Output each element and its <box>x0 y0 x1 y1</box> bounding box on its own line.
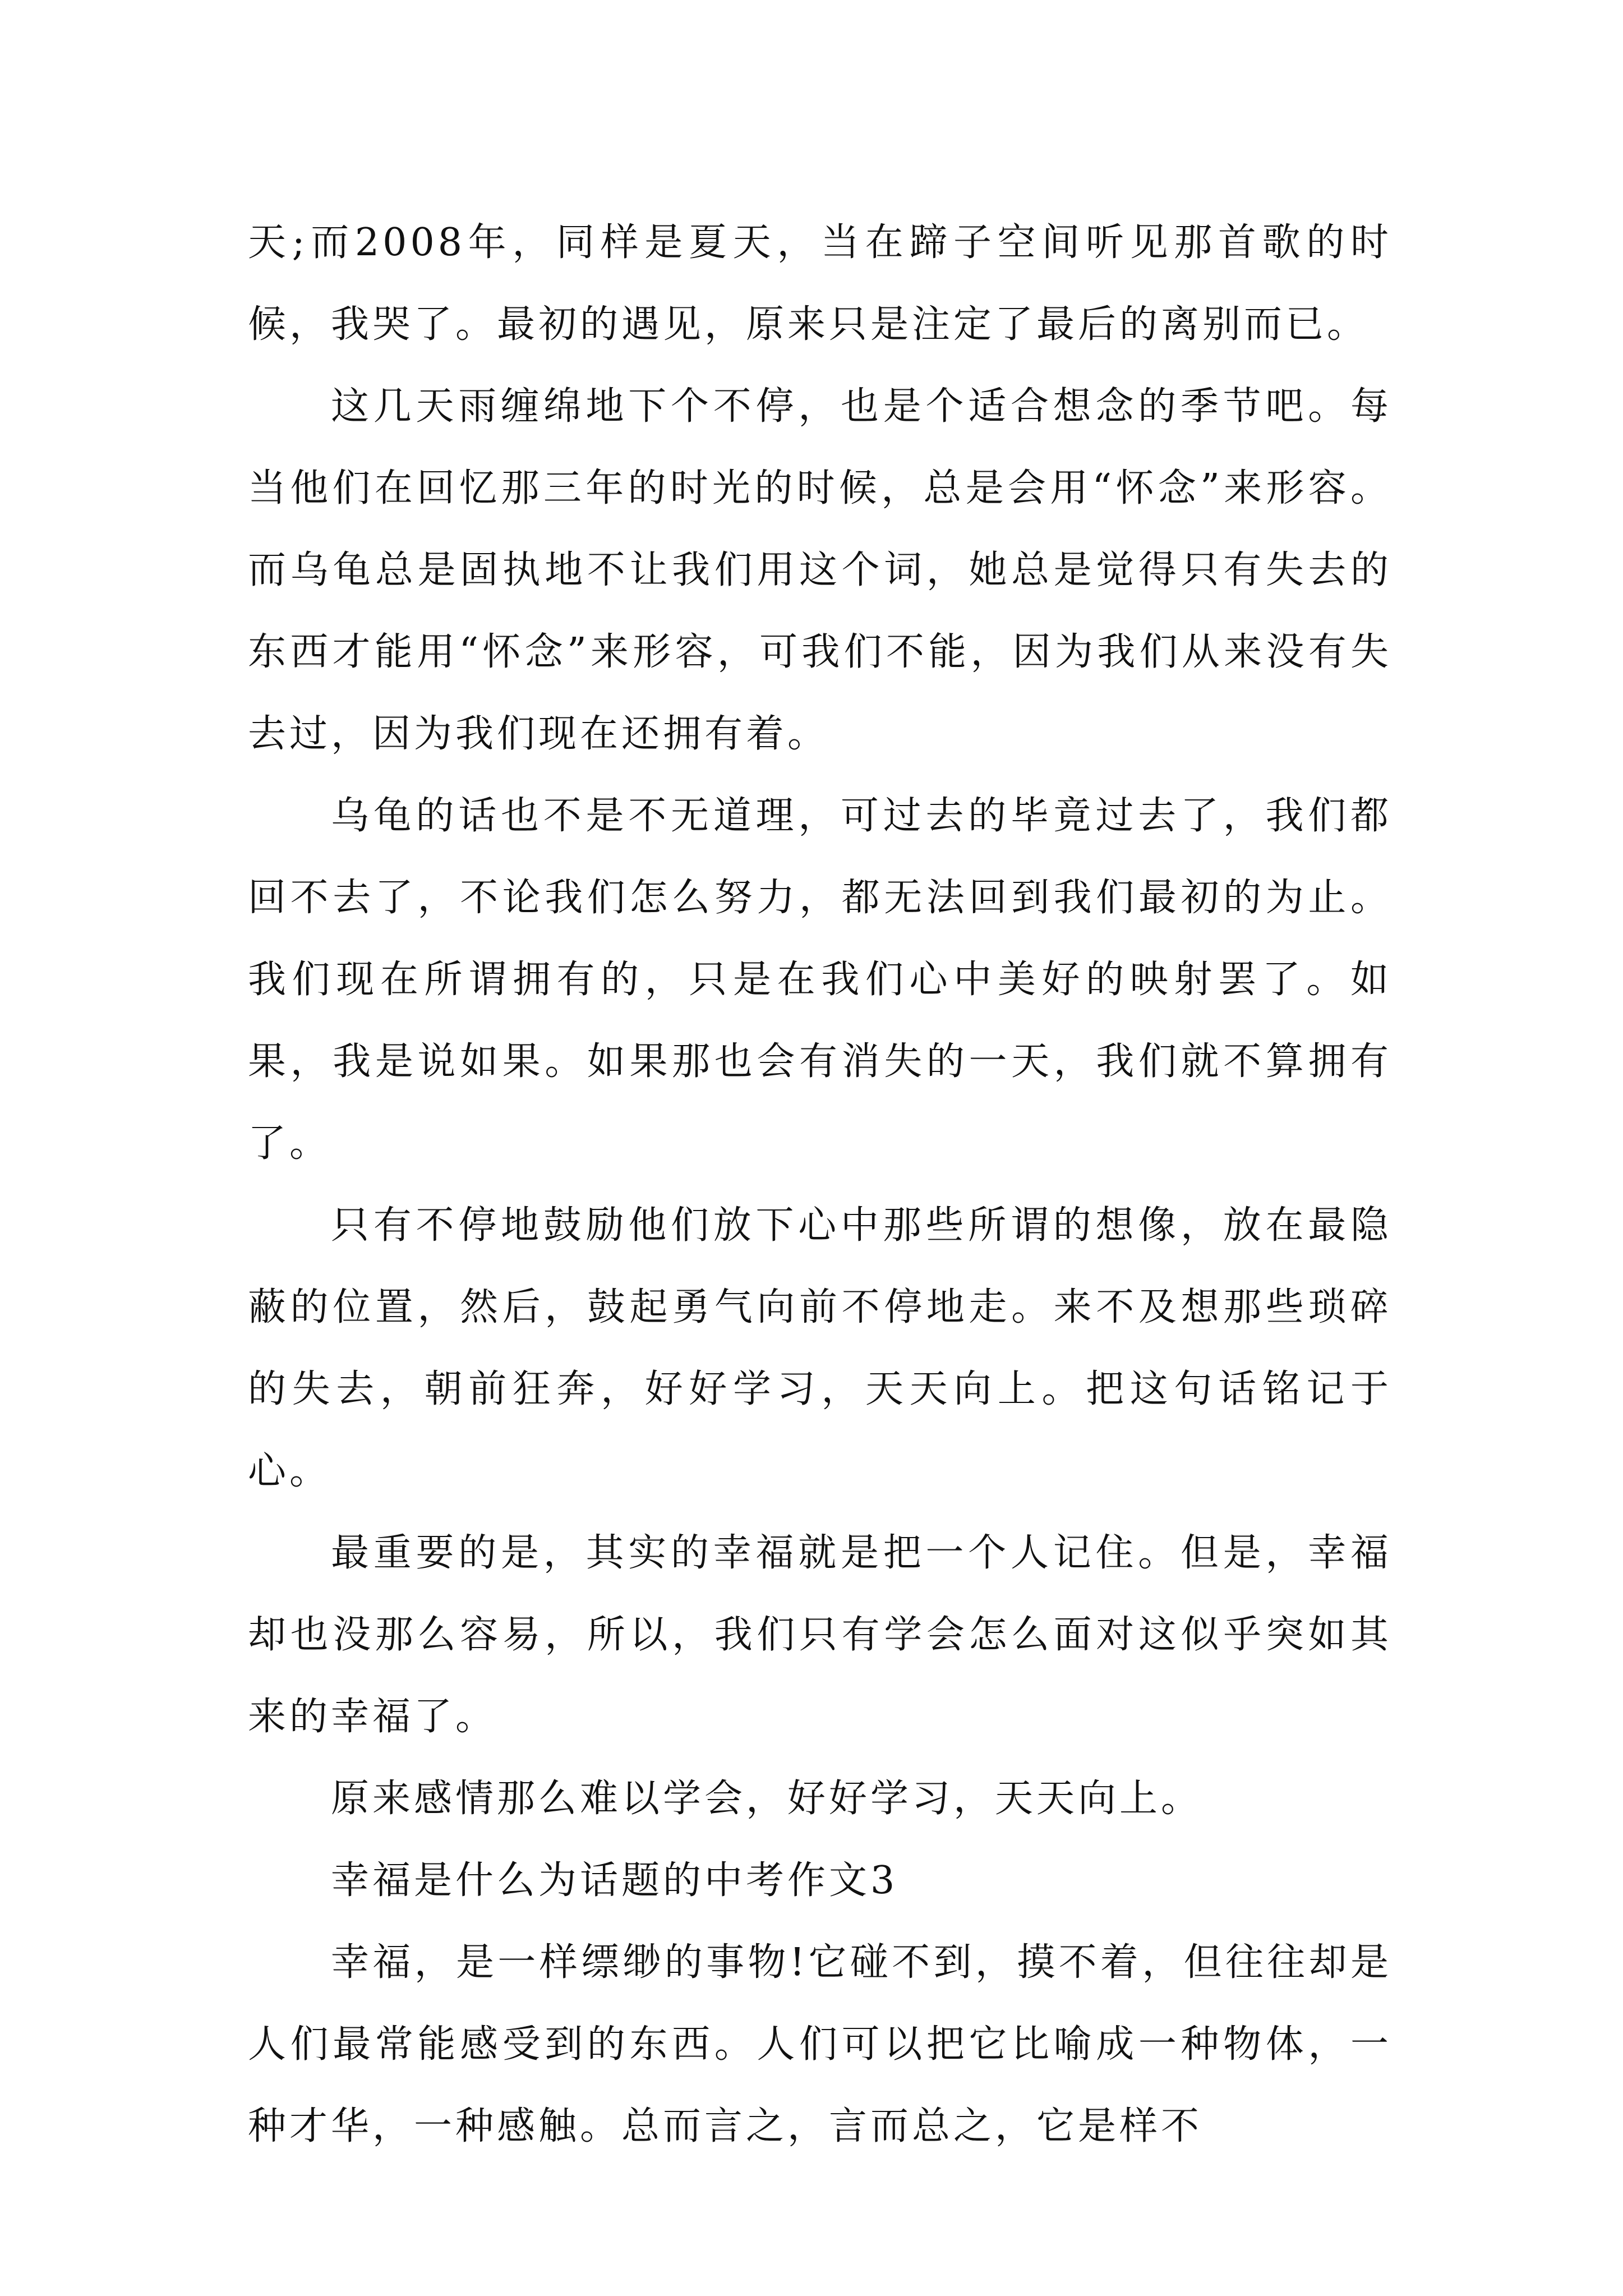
paragraph: 最重要的是，其实的幸福就是把一个人记住。但是，幸福却也没那么容易，所以，我们只有学会怎么面对这似乎突如其来的幸福了。 <box>248 1531 1392 1739</box>
paragraph: 幸福，是一样缥缈的事物!它碰不到，摸不着，但往往却是人们最常能感受到的东西。人们可以把它比喻成一种物体，一种才华，一种感触。总而言之，言而总之，它是样不 <box>248 1940 1392 2148</box>
paragraph: 只有不停地鼓励他们放下心中那些所谓的想像，放在最隐蔽的位置，然后，鼓起勇气向前不停地走。来不及想那些琐碎的失去，朝前狂奔，好好学习，天天向上。把这句话铭记于心。 <box>248 1203 1392 1493</box>
paragraph: 乌龟的话也不是不无道理，可过去的毕竟过去了，我们都回不去了，不论我们怎么努力，都无法回到我们最初的为止。我们现在所谓拥有的，只是在我们心中美好的映射罢了。如果，我是说如果。如果那也会有消失的一天，我们就不算拥有了。 <box>248 794 1392 1166</box>
paragraph: 天;而2008年，同样是夏天，当在蹄子空间听见那首歌的时候，我哭了。最初的遇见，原来只是注定了最后的离别而已。 <box>248 220 1392 347</box>
section-heading: 幸福是什么为话题的中考作文3 <box>331 1858 898 1903</box>
paragraph: 这几天雨缠绵地下个不停，也是个适合想念的季节吧。每当他们在回忆那三年的时光的时候，总是会用“怀念”来形容。而乌龟总是固执地不让我们用这个词，她总是觉得只有失去的东西才能用“怀念”来形容，可我们不能，因为我们从来没有失去过，因为我们现在还拥有着。 <box>248 384 1392 756</box>
paragraph: 原来感情那么难以学会，好好学习，天天向上。 <box>331 1777 1203 1821</box>
body-text <box>248 202 1392 2168</box>
